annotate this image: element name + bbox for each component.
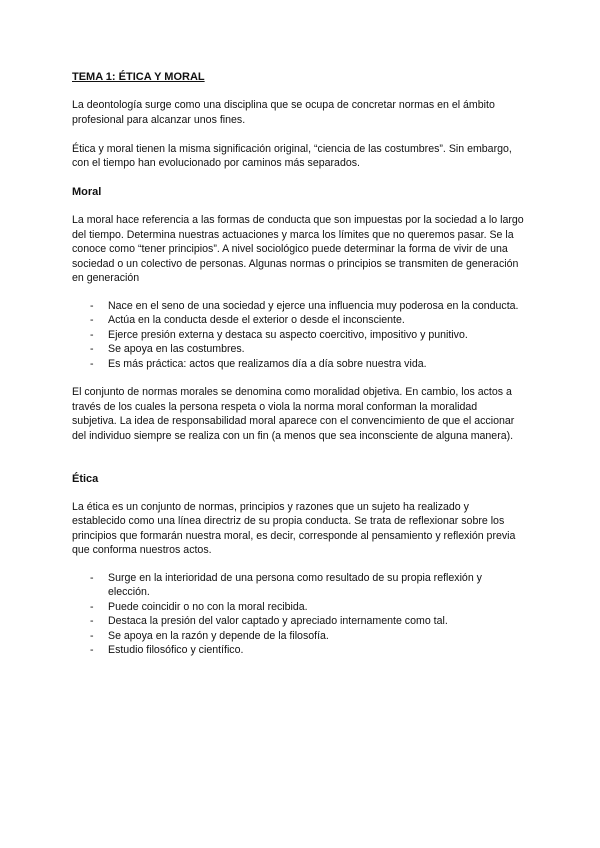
intro-paragraph-2: Ética y moral tienen la misma significación original, “ciencia de las costumbres”. Sin embargo, con el tiempo han evolucionado por caminos más separados. (72, 142, 512, 169)
dash-marker: - (90, 629, 94, 642)
list-item (72, 342, 524, 357)
section-heading-moral: Moral (72, 186, 102, 198)
list-item-text: Es más práctica: actos que realizamos día a día sobre nuestra vida. (108, 357, 427, 370)
etica-paragraph: La ética es un conjunto de normas, principios y razones que un sujeto ha realizado y establecido como una línea directriz de su propia conducta. Se trata de reflexionar sobre los principios que formarán nuestra moral, es decir, corresponde al pensamiento y reflexión previa que conforma nuestros actos. (72, 500, 516, 556)
moral-paragraph: La moral hace referencia a las formas de conducta que son impuestas por la sociedad a lo largo del tiempo. Determina nuestras actuaciones y marca los límites que no queremos pasar. Se la conoce como “tener principios”. A nivel sociológico puede determinar la forma de vivir de una sociedad o un colectivo de personas. Algunas normas o principios se transmiten de generación en generación (72, 214, 524, 284)
document-title: TEMA 1: ÉTICA Y MORAL (72, 71, 205, 83)
dash-marker: - (90, 343, 94, 355)
list-item (72, 629, 524, 644)
list-item-text: Se apoya en la razón y depende de la filosofía. (108, 629, 329, 642)
list-item-text: Surge en la interioridad de una persona como resultado de su propia reflexión y elección. (108, 571, 482, 598)
list-item-text: Actúa en la conducta desde el exterior o desde el inconsciente. (108, 314, 405, 326)
list-item (72, 600, 524, 615)
list-item-text: Ejerce presión externa y destaca su aspecto coercitivo, impositivo y punitivo. (108, 328, 468, 341)
moral-closing-paragraph: El conjunto de normas morales se denomina como moralidad objetiva. En cambio, los actos a través de los cuales la persona respeta o viola la norma moral conforman la moralidad subjetiva. La idea de responsabilidad moral aparece con el convencimiento de que el accionar del individuo siempre se realiza con un fin (a menos que sea inconsciente de alguna manera). (72, 386, 515, 442)
list-item (72, 643, 524, 658)
dash-marker: - (90, 328, 94, 341)
list-item (72, 328, 524, 343)
dash-marker: - (90, 314, 94, 326)
intro-paragraph-1: La deontología surge como una disciplina que se ocupa de concretar normas en el ámbito profesional para alcanzar unos fines. (72, 99, 495, 126)
list-item-text: Estudio filosófico y científico. (108, 644, 244, 656)
moral-bullet-list (72, 299, 524, 372)
list-item-text: Destaca la presión del valor captado y apreciado internamente como tal. (108, 615, 448, 627)
etica-bullet-list (72, 571, 524, 658)
list-item (72, 571, 524, 600)
dash-marker: - (90, 299, 94, 312)
dash-marker: - (90, 644, 94, 656)
dash-marker: - (90, 357, 94, 370)
document-page (72, 70, 524, 672)
list-item (72, 313, 524, 328)
list-item-text: Nace en el seno de una sociedad y ejerce una influencia muy poderosa en la conducta. (108, 299, 519, 312)
list-item (72, 614, 524, 629)
dash-marker: - (90, 615, 94, 627)
dash-marker: - (90, 571, 94, 584)
list-item (72, 357, 524, 372)
dash-marker: - (90, 600, 94, 613)
section-heading-etica: Ética (72, 472, 99, 485)
list-item-text: Se apoya en las costumbres. (108, 343, 245, 355)
list-item (72, 299, 524, 314)
spacer (72, 458, 524, 472)
list-item-text: Puede coincidir o no con la moral recibida. (108, 600, 308, 613)
